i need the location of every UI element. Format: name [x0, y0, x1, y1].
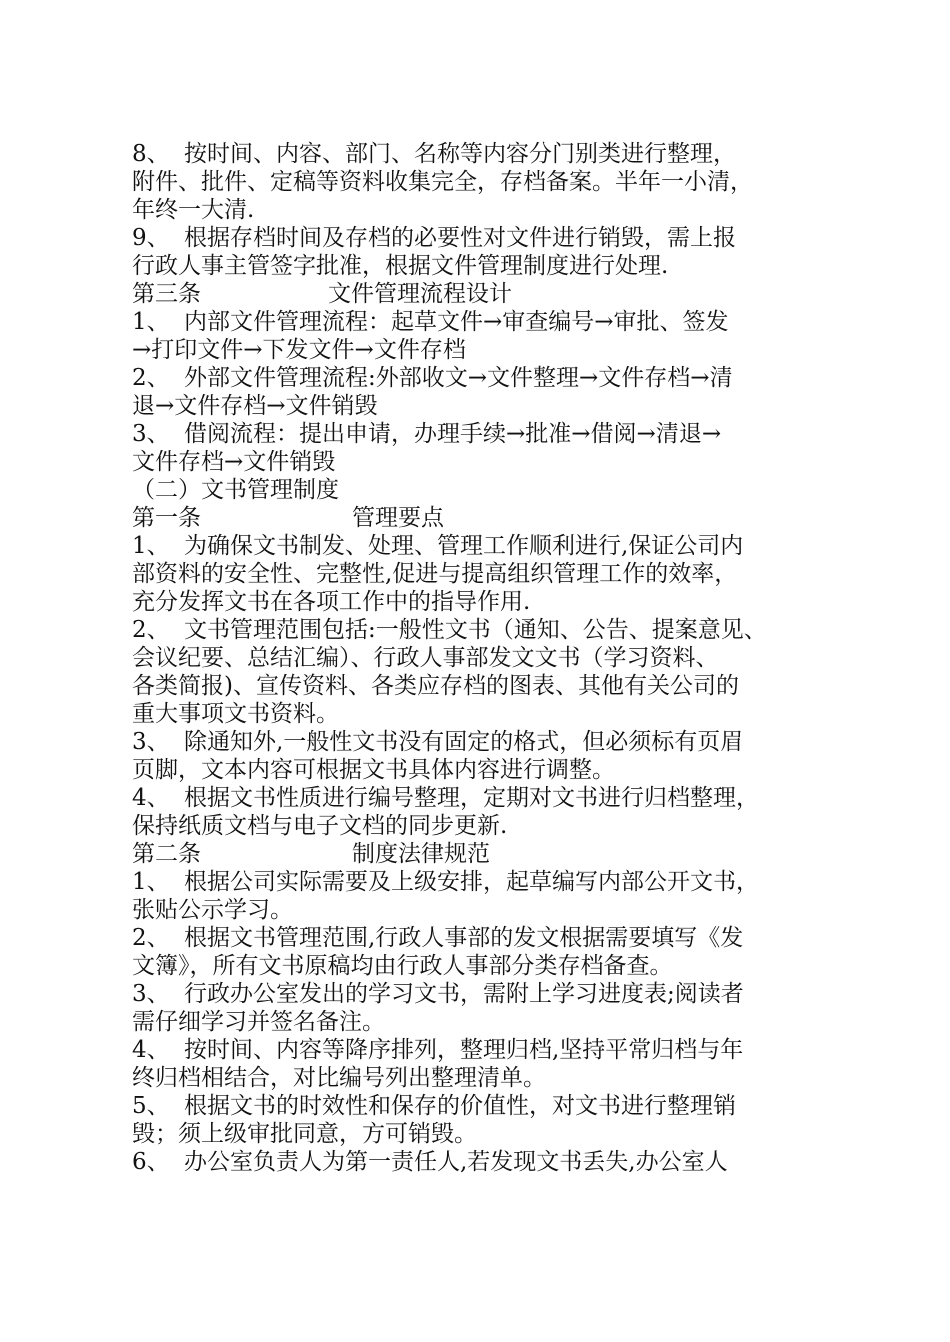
- text-line: [132, 756, 832, 784]
- line-text: 根据公司实际需要及上级安排，起草编写内部公开文书，: [184, 869, 759, 895]
- item-number: 4、: [132, 785, 170, 811]
- item-number: 3、: [132, 729, 170, 755]
- item-number: 8、: [132, 141, 170, 167]
- line-text: 制度法律规范: [352, 841, 490, 867]
- text-line: [132, 700, 832, 728]
- item-number: 2、: [132, 365, 170, 391]
- item-number: 4、: [132, 1037, 170, 1063]
- line-text: 会议纪要、总结汇编）、行政人事部发文文书（学习资料、: [132, 645, 719, 671]
- text-line: [132, 364, 832, 392]
- item-number: 9、: [132, 225, 170, 251]
- text-line: [132, 336, 832, 364]
- line-text: （二）文书管理制度: [132, 477, 339, 503]
- text-line: [132, 420, 832, 448]
- line-text: 根据存档时间及存档的必要性对文件进行销毁，需上报: [184, 225, 736, 251]
- text-line: [132, 924, 832, 952]
- text-line: [132, 980, 832, 1008]
- item-number: 3、: [132, 421, 170, 447]
- line-text: 除通知外,一般性文书没有固定的格式，但必须标有页眉: [184, 729, 744, 755]
- document-body: [132, 140, 832, 1176]
- line-text: 根据文书管理范围,行政人事部的发文根据需要填写《发: [184, 925, 744, 951]
- line-text: 年终一大清.: [132, 197, 255, 223]
- line-text: 为确保文书制发、处理、管理工作顺利进行,保证公司内: [184, 533, 744, 559]
- text-line: [132, 952, 832, 980]
- text-line: [132, 140, 832, 168]
- item-number: 1、: [132, 533, 170, 559]
- line-text: 文书管理范围包括:一般性文书（通知、公告、提案意见、: [184, 617, 767, 643]
- line-text: 外部文件管理流程:外部收文→文件整理→文件存档→清: [184, 365, 733, 391]
- item-number: 2、: [132, 617, 170, 643]
- line-text: 办公室负责人为第一责任人,若发现文书丢失,办公室人: [184, 1149, 728, 1175]
- text-line: [132, 476, 832, 504]
- line-text: 文件存档→文件销毁: [132, 449, 336, 475]
- text-line: [132, 168, 832, 196]
- line-text: 需仔细学习并签名备注。: [132, 1009, 385, 1035]
- line-text: 行政办公室发出的学习文书，需附上学习进度表;阅读者: [184, 981, 744, 1007]
- text-line: [132, 1120, 832, 1148]
- text-line: [132, 280, 832, 308]
- item-number: 6、: [132, 1149, 170, 1175]
- text-line: [132, 868, 832, 896]
- text-line: [132, 672, 832, 700]
- article-label: 第二条: [132, 841, 201, 867]
- text-line: [132, 812, 832, 840]
- text-line: [132, 1148, 832, 1176]
- line-text: 保持纸质文档与电子文档的同步更新.: [132, 813, 508, 839]
- line-text: 充分发挥文书在各项工作中的指导作用.: [132, 589, 531, 615]
- item-number: 5、: [132, 1093, 170, 1119]
- text-line: [132, 532, 832, 560]
- text-line: [132, 1064, 832, 1092]
- line-text: 根据文书性质进行编号整理，定期对文书进行归档整理，: [184, 785, 759, 811]
- text-line: [132, 896, 832, 924]
- article-label: 第三条: [132, 281, 201, 307]
- text-line: [132, 1008, 832, 1036]
- text-line: [132, 728, 832, 756]
- text-line: [132, 616, 832, 644]
- item-number: 1、: [132, 309, 170, 335]
- line-text: 内部文件管理流程：起草文件→审查编号→审批、签发: [184, 309, 729, 335]
- text-line: [132, 560, 832, 588]
- line-text: 文簿》，所有文书原稿均由行政人事部分类存档备查。: [132, 953, 673, 979]
- text-line: [132, 784, 832, 812]
- text-line: [132, 308, 832, 336]
- line-text: →打印文件→下发文件→文件存档: [132, 337, 466, 363]
- text-line: [132, 1036, 832, 1064]
- text-line: [132, 392, 832, 420]
- line-text: 终归档相结合，对比编号列出整理清单。: [132, 1065, 546, 1091]
- text-line: [132, 840, 832, 868]
- line-text: 按时间、内容、部门、名称等内容分门别类进行整理，: [184, 141, 736, 167]
- item-number: 1、: [132, 869, 170, 895]
- line-text: 借阅流程：提出申请，办理手续→批准→借阅→清退→: [184, 421, 722, 447]
- text-line: [132, 252, 832, 280]
- text-line: [132, 224, 832, 252]
- line-text: 页脚，文本内容可根据文书具体内容进行调整。: [132, 757, 615, 783]
- line-text: 按时间、内容等降序排列，整理归档,坚持平常归档与年: [184, 1037, 744, 1063]
- line-text: 附件、批件、定稿等资料收集完全，存档备案。半年一小清，: [132, 169, 753, 195]
- article-label: 第一条: [132, 505, 201, 531]
- line-text: 退→文件存档→文件销毁: [132, 393, 378, 419]
- line-text: 管理要点: [352, 505, 444, 531]
- text-line: [132, 196, 832, 224]
- line-text: 根据文书的时效性和保存的价值性，对文书进行整理销: [184, 1093, 736, 1119]
- text-line: [132, 644, 832, 672]
- line-text: 部资料的安全性、完整性,促进与提高组织管理工作的效率，: [132, 561, 738, 587]
- line-text: 行政人事主管签字批准，根据文件管理制度进行处理.: [132, 253, 669, 279]
- line-text: 毁；须上级审批同意，方可销毁。: [132, 1121, 477, 1147]
- text-line: [132, 504, 832, 532]
- item-number: 3、: [132, 981, 170, 1007]
- item-number: 2、: [132, 925, 170, 951]
- line-text: 张贴公示学习。: [132, 897, 293, 923]
- line-text: 文件管理流程设计: [328, 281, 512, 307]
- text-line: [132, 448, 832, 476]
- text-line: [132, 1092, 832, 1120]
- text-line: [132, 588, 832, 616]
- line-text: 各类简报)、宣传资料、各类应存档的图表、其他有关公司的: [132, 673, 739, 699]
- line-text: 重大事项文书资料。: [132, 701, 339, 727]
